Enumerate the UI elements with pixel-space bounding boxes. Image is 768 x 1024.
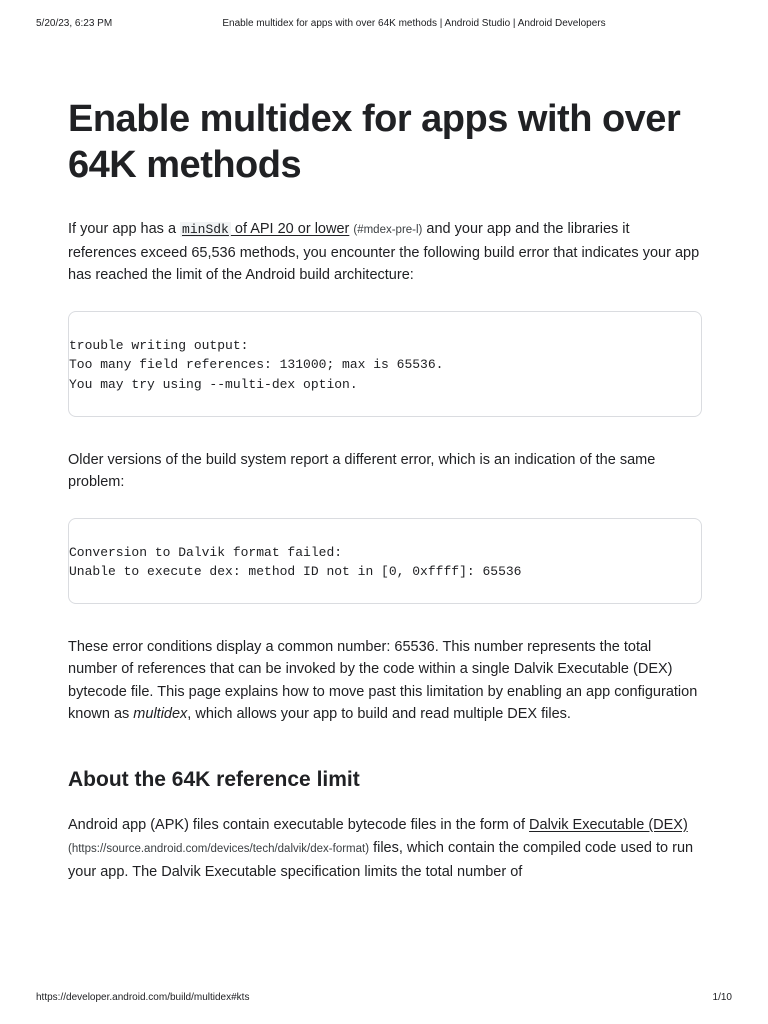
minsdk-link-text: of API 20 or lower bbox=[230, 221, 350, 237]
error-conditions-text-end: , which allows your app to build and read multiple DEX files. bbox=[187, 706, 571, 722]
print-timestamp: 5/20/23, 6:23 PM bbox=[36, 18, 113, 29]
section-heading-64k-limit: About the 64K reference limit bbox=[68, 767, 360, 791]
dalvik-executable-link[interactable]: Dalvik Executable (DEX) bbox=[529, 816, 688, 833]
page-title: Enable multidex for apps with over 64K methods bbox=[68, 98, 681, 186]
article-content bbox=[68, 96, 702, 883]
dalvik-executable-link-ref: (https://source.android.com/devices/tech/dalvik/dex-format) bbox=[68, 843, 370, 855]
print-footer bbox=[36, 992, 732, 1006]
build-error-code-block: trouble writing output: Too many field references: 131000; max is 65536. You may try using --multi-dex option. bbox=[68, 311, 702, 417]
about-text-end: files, which contain the compiled code used to run your app. The Dalvik Executable specification limits the total number of bbox=[68, 840, 694, 880]
print-header bbox=[36, 18, 732, 32]
error-conditions-paragraph bbox=[68, 636, 702, 726]
about-paragraph bbox=[68, 814, 702, 884]
intro-paragraph bbox=[68, 218, 702, 287]
minsdk-link-ref: (#mdex-pre-l) bbox=[353, 224, 423, 236]
page-number: 1/10 bbox=[712, 992, 732, 1003]
dalvik-error-code-block: Conversion to Dalvik format failed: Unable to execute dex: method ID not in [0, 0xffff]: 65536 bbox=[68, 518, 702, 604]
multidex-term: multidex bbox=[133, 706, 188, 722]
intro-text-end: and your app and the libraries it references exceed 65,536 methods, you encounter the following build error that indicates your app has reached the limit of the Android build architecture: bbox=[68, 221, 700, 283]
about-text-start: Android app (APK) files contain executable bytecode files in the form of bbox=[68, 816, 530, 833]
minsdk-code: minSdk bbox=[182, 222, 229, 237]
error-conditions-text-start: These error conditions display a common number: 65536. This number represents the total number of references that can be invoked by the code within a single Dalvik Executable (DEX) bytecode file. This page explains how to move past this limitation by enabling an app configuration known as bbox=[68, 638, 698, 722]
print-url: https://developer.android.com/build/multidex#kts bbox=[36, 992, 250, 1003]
older-versions-paragraph: Older versions of the build system report a different error, which is an indication of the same problem: bbox=[68, 451, 656, 490]
intro-text-start: If your app has a bbox=[68, 221, 181, 237]
minsdk-api20-link[interactable] bbox=[180, 221, 349, 237]
print-title: Enable multidex for apps with over 64K methods | Android Studio | Android Developers bbox=[222, 18, 606, 29]
